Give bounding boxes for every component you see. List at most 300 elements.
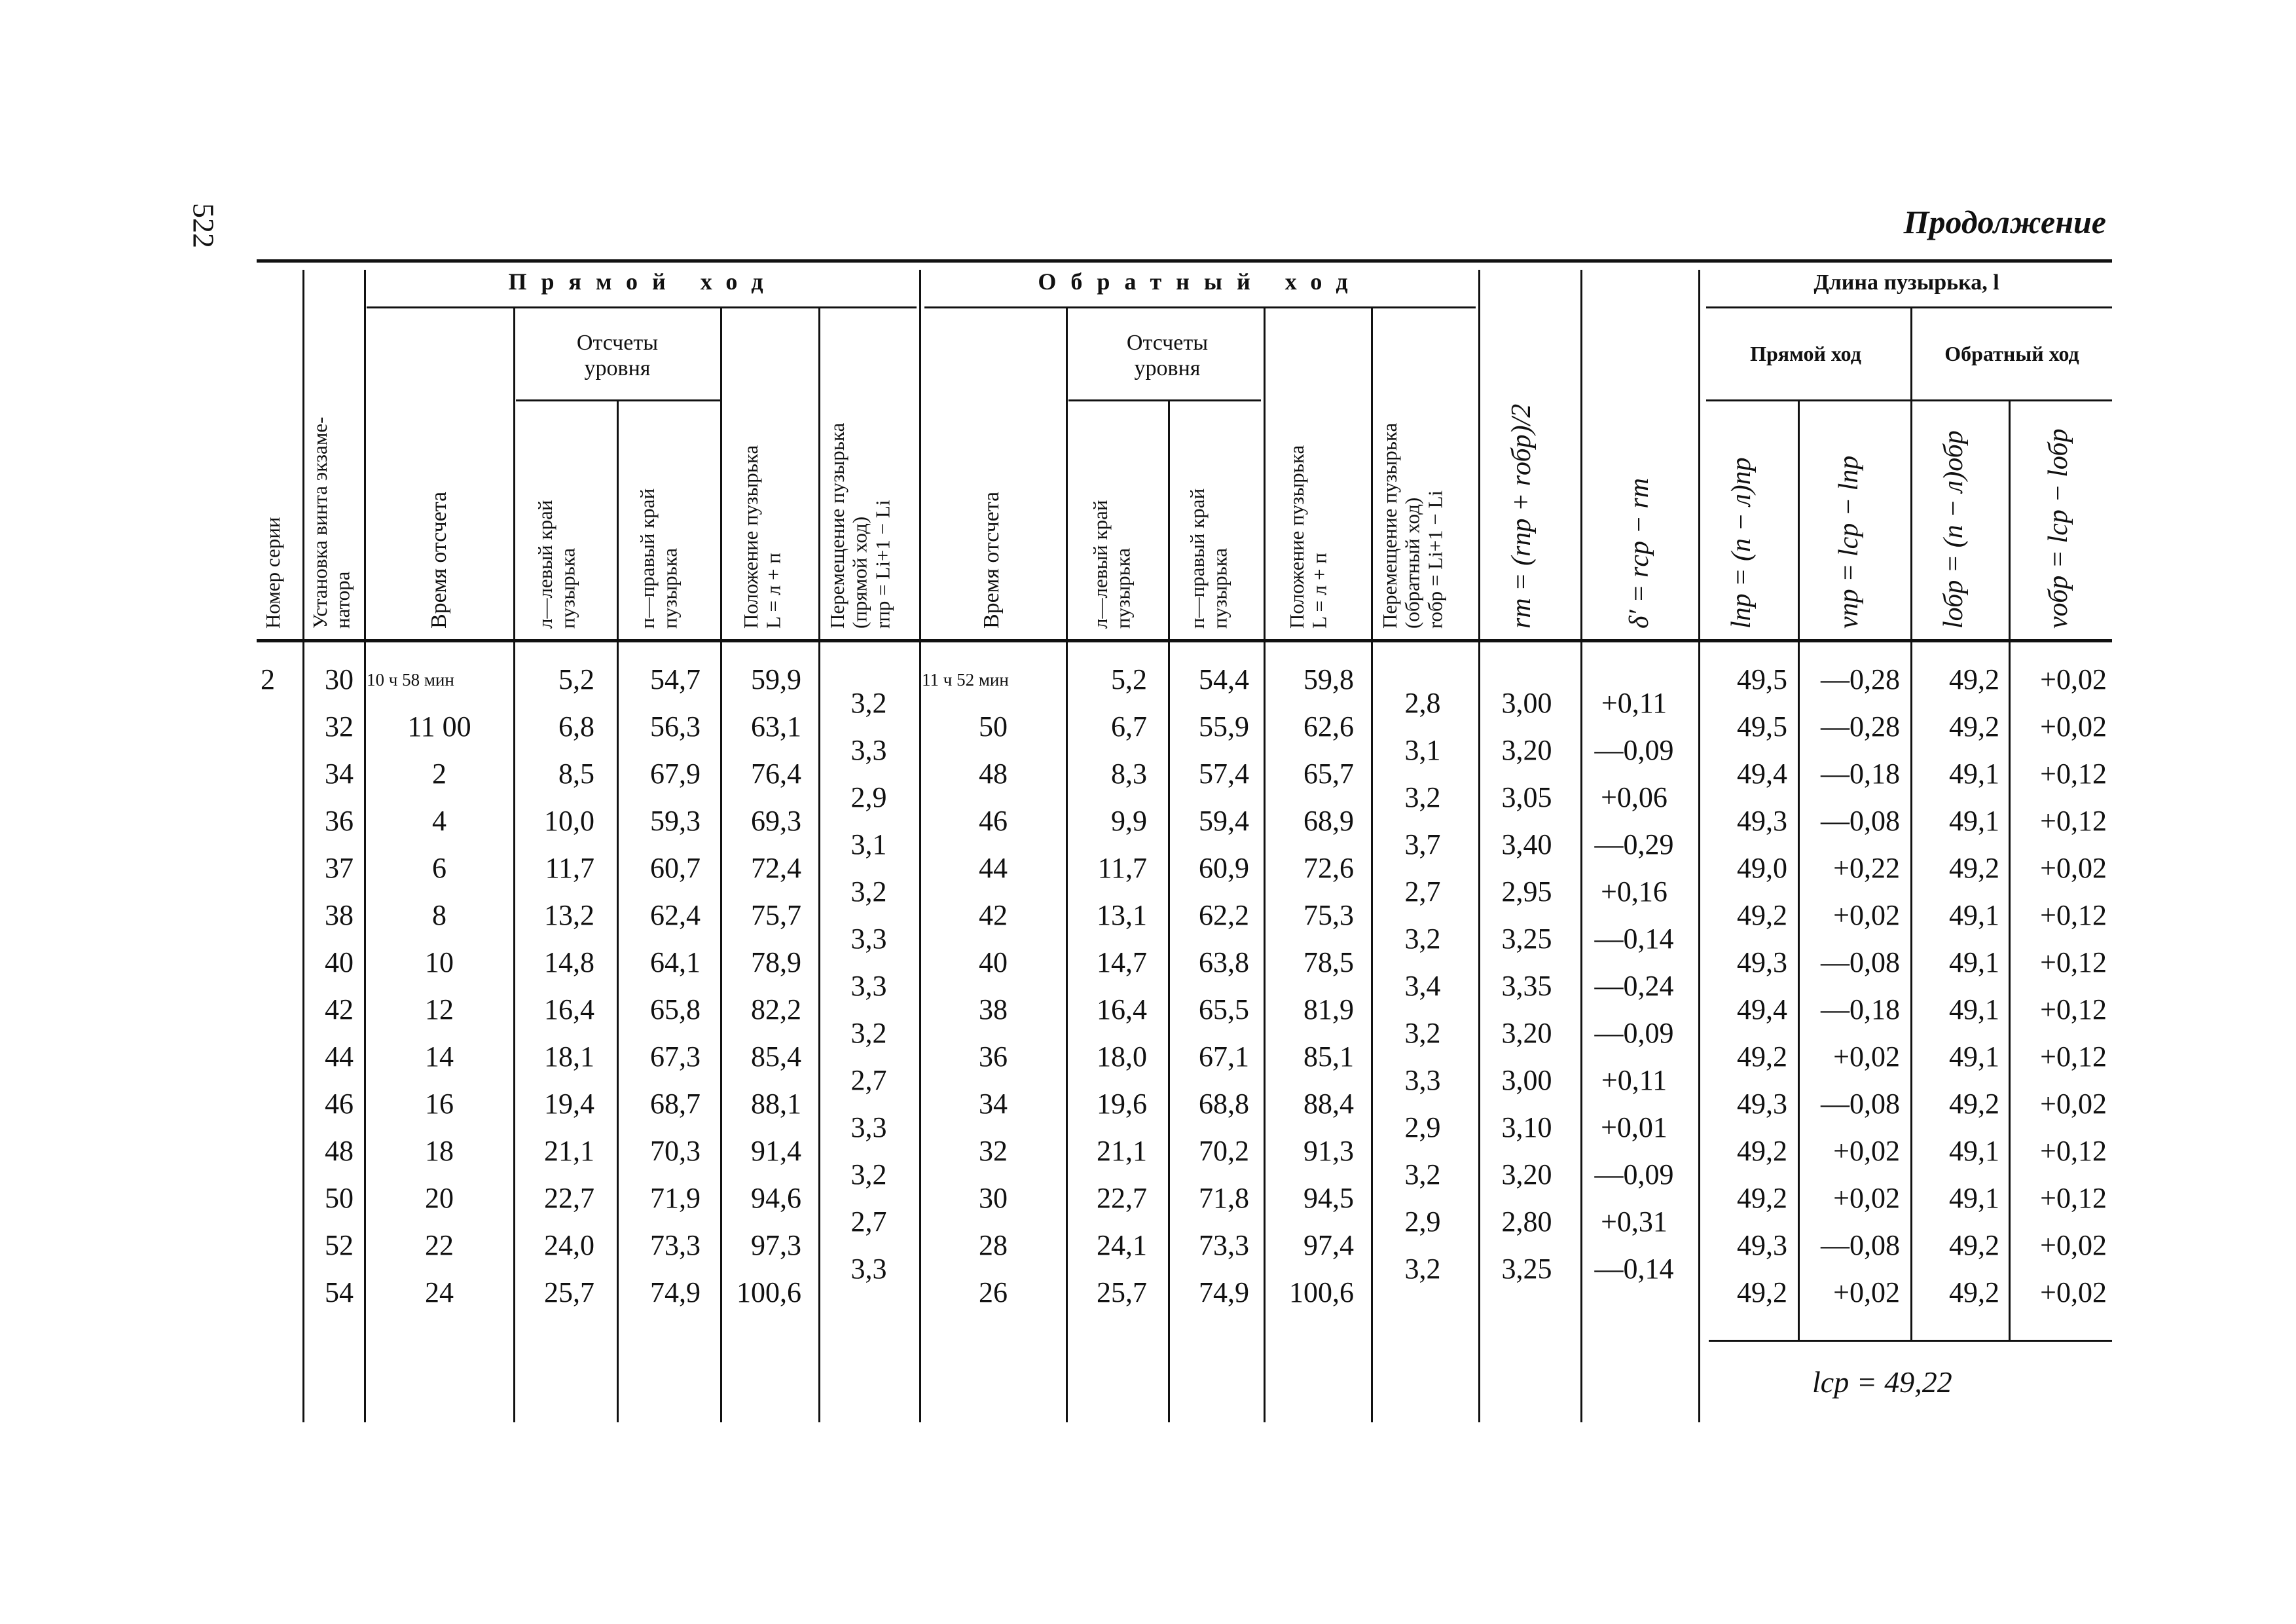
table-cell: 8,5 bbox=[558, 758, 594, 790]
vrule bbox=[1264, 308, 1266, 1422]
table-cell: 3,00 bbox=[1501, 1064, 1552, 1096]
table-cell: 72,4 bbox=[751, 852, 801, 884]
table-cell: —0,08 bbox=[1821, 1088, 1900, 1120]
table-cell: 3,2 bbox=[1404, 1253, 1441, 1285]
table-cell: +0,11 bbox=[1601, 1064, 1667, 1096]
table-cell: 88,1 bbox=[751, 1088, 801, 1120]
table-cell: —0,09 bbox=[1594, 1158, 1674, 1190]
vrule bbox=[1168, 401, 1170, 1422]
table-cell: +0,01 bbox=[1601, 1111, 1667, 1143]
table-cell: 18,1 bbox=[544, 1041, 594, 1073]
table-cell: 4 bbox=[432, 805, 446, 837]
table-cell: —0,08 bbox=[1821, 805, 1900, 837]
table-cell: 59,3 bbox=[650, 805, 701, 837]
table-cell: —0,29 bbox=[1594, 828, 1674, 860]
table-cell: 49,5 bbox=[1737, 710, 1787, 743]
table-cell: 64,1 bbox=[650, 946, 701, 978]
col-screw: Установка винта экзаме- натора bbox=[308, 416, 354, 629]
col-left-rev-values bbox=[1068, 656, 1147, 1316]
table-cell: 3,2 bbox=[1404, 781, 1441, 813]
table-cell: —0,14 bbox=[1594, 1253, 1674, 1285]
table-cell: 3,10 bbox=[1501, 1111, 1552, 1143]
group-rule-forward bbox=[367, 306, 917, 308]
table-cell: 3,20 bbox=[1501, 1158, 1552, 1190]
table-cell: 6 bbox=[432, 852, 446, 884]
table-cell: +0,12 bbox=[2040, 758, 2107, 790]
col-right-fwd-values bbox=[619, 656, 701, 1316]
table-cell: 6,8 bbox=[558, 710, 594, 743]
table-cell: 11 ч 52 мин bbox=[922, 670, 1009, 690]
table-cell: 13,1 bbox=[1097, 899, 1147, 931]
table-cell: 26 bbox=[979, 1276, 1008, 1308]
table-cell: 14,8 bbox=[544, 946, 594, 978]
table-cell: +0,02 bbox=[1833, 1276, 1900, 1308]
group-reverse: Обратный ход bbox=[1038, 268, 1362, 295]
table-cell: 72,6 bbox=[1303, 852, 1354, 884]
table-cell: 25,7 bbox=[1097, 1276, 1147, 1308]
table-cell: 42 bbox=[325, 993, 354, 1025]
table-cell: +0,22 bbox=[1833, 852, 1900, 884]
table-cell: 3,25 bbox=[1501, 1253, 1552, 1285]
col-lobr: lобр = (п − л)обр bbox=[1939, 430, 1969, 629]
group-forward: Прямой ход bbox=[508, 268, 778, 295]
vrule bbox=[919, 270, 921, 1422]
table-cell: 100,6 bbox=[1289, 1276, 1354, 1308]
table-cell: 44 bbox=[979, 852, 1008, 884]
col-time-fwd: Время отсчета bbox=[427, 491, 451, 629]
table-cell: 46 bbox=[325, 1088, 354, 1120]
table-cell: 46 bbox=[979, 805, 1008, 837]
table-cell: 3,3 bbox=[1404, 1064, 1441, 1096]
table-cell: +0,02 bbox=[2040, 710, 2107, 743]
table-cell: 10 bbox=[425, 946, 454, 978]
table-cell: 2,9 bbox=[1404, 1206, 1441, 1238]
table-cell: —0,18 bbox=[1821, 993, 1900, 1025]
table-cell: 36 bbox=[979, 1041, 1008, 1073]
col-lobr-values bbox=[1913, 656, 1999, 1316]
table-cell: 62,6 bbox=[1303, 710, 1354, 743]
table-cell: 40 bbox=[325, 946, 354, 978]
table-cell: 3,3 bbox=[850, 1111, 887, 1143]
col-time-rev: Время отсчета bbox=[979, 491, 1004, 629]
table-cell: 49,2 bbox=[1737, 899, 1787, 931]
col-right-fwd: п—правый край пузырька bbox=[636, 488, 682, 629]
table-cell: 65,5 bbox=[1199, 993, 1249, 1025]
table-cell: 49,2 bbox=[1949, 1088, 1999, 1120]
table-cell: 49,2 bbox=[1737, 1135, 1787, 1167]
table-cell: 76,4 bbox=[751, 758, 801, 790]
vrule bbox=[302, 270, 304, 1422]
table-cell: 2,7 bbox=[1404, 876, 1441, 908]
table-cell: +0,31 bbox=[1601, 1206, 1667, 1238]
table-cell: +0,02 bbox=[1833, 899, 1900, 931]
table-cell: —0,18 bbox=[1821, 758, 1900, 790]
col-pos-rev: Положение пузырька L = л + п bbox=[1285, 445, 1331, 629]
table-cell: 3,1 bbox=[850, 828, 887, 860]
table-cell: 50 bbox=[979, 710, 1008, 743]
table-cell: 2 bbox=[432, 758, 446, 790]
col-move-fwd: Перемещение пузырька (прямой ход) rпр = Li+1 − Li bbox=[826, 422, 894, 629]
table-cell: 21,1 bbox=[1097, 1135, 1147, 1167]
col-lpr: lпр = (п − л)пр bbox=[1726, 457, 1757, 629]
vrule bbox=[364, 270, 366, 1422]
table-cell: 13,2 bbox=[544, 899, 594, 931]
table-cell: 88,4 bbox=[1303, 1088, 1354, 1120]
table-cell: 3,3 bbox=[850, 734, 887, 766]
table-cell: +0,12 bbox=[2040, 805, 2107, 837]
table-cell: 68,8 bbox=[1199, 1088, 1249, 1120]
table-cell: 25,7 bbox=[544, 1276, 594, 1308]
table-cell: 49,2 bbox=[1737, 1276, 1787, 1308]
col-left-fwd: л—левый край пузырька bbox=[534, 500, 579, 629]
table-cell: 67,9 bbox=[650, 758, 701, 790]
table-cell: 48 bbox=[325, 1135, 354, 1167]
table-cell: 70,3 bbox=[650, 1135, 701, 1167]
table-cell: 68,7 bbox=[650, 1088, 701, 1120]
table-cell: 54,4 bbox=[1199, 663, 1249, 695]
table-cell: 73,3 bbox=[650, 1229, 701, 1261]
table-cell: 82,2 bbox=[751, 993, 801, 1025]
table-cell: 42 bbox=[979, 899, 1008, 931]
table-cell: +0,12 bbox=[2040, 993, 2107, 1025]
col-move-rev-values bbox=[1374, 680, 1472, 1293]
table-cell: 2,8 bbox=[1404, 687, 1441, 719]
table-cell: 8 bbox=[432, 899, 446, 931]
table-cell: 34 bbox=[325, 758, 354, 790]
table-cell: 97,3 bbox=[751, 1229, 801, 1261]
table-cell: 11,7 bbox=[545, 852, 594, 884]
table-cell: +0,12 bbox=[2040, 1135, 2107, 1167]
table-cell: +0,02 bbox=[1833, 1041, 1900, 1073]
col-rm: rm = (rпр + rобр)/2 bbox=[1506, 403, 1537, 629]
table-cell: 54,7 bbox=[650, 663, 701, 695]
table-cell: 20 bbox=[425, 1182, 454, 1214]
table-cell: +0,02 bbox=[2040, 1229, 2107, 1261]
table-top-rule bbox=[257, 259, 2112, 263]
table-cell: 3,2 bbox=[850, 1017, 887, 1049]
col-time-rev-values bbox=[922, 656, 1065, 1316]
table-cell: —0,09 bbox=[1594, 734, 1674, 766]
table-cell: 67,1 bbox=[1199, 1041, 1249, 1073]
table-cell: 49,3 bbox=[1737, 1229, 1787, 1261]
table-cell: 5,2 bbox=[558, 663, 594, 695]
table-cell: 63,8 bbox=[1199, 946, 1249, 978]
table-cell: —0,28 bbox=[1821, 663, 1900, 695]
table-cell: 3,2 bbox=[850, 687, 887, 719]
table-cell: 49,3 bbox=[1737, 946, 1787, 978]
table-cell: +0,11 bbox=[1601, 687, 1667, 719]
table-cell: 49,2 bbox=[1737, 1041, 1787, 1073]
col-screw-values bbox=[305, 656, 354, 1316]
col-vpr: vпр = lср − lпр bbox=[1834, 455, 1864, 629]
series-number: 2 bbox=[261, 663, 275, 695]
table-cell: 3,1 bbox=[1404, 734, 1441, 766]
table-cell: 3,05 bbox=[1501, 781, 1552, 813]
table-cell: 2,7 bbox=[850, 1064, 887, 1096]
table-cell: 75,7 bbox=[751, 899, 801, 931]
table-cell: 65,7 bbox=[1303, 758, 1354, 790]
table-cell: 3,3 bbox=[850, 1253, 887, 1285]
vrule bbox=[1371, 308, 1373, 1422]
table-cell: —0,09 bbox=[1594, 1017, 1674, 1049]
table-cell: 97,4 bbox=[1303, 1229, 1354, 1261]
table-cell: 59,8 bbox=[1303, 663, 1354, 695]
table-cell: 65,8 bbox=[650, 993, 701, 1025]
table-cell: 62,2 bbox=[1199, 899, 1249, 931]
vrule bbox=[1798, 401, 1800, 1341]
table-cell: 71,9 bbox=[650, 1182, 701, 1214]
table-cell: 49,2 bbox=[1949, 710, 1999, 743]
table-cell: 38 bbox=[979, 993, 1008, 1025]
table-cell: 91,3 bbox=[1303, 1135, 1354, 1167]
table-cell: 36 bbox=[325, 805, 354, 837]
col-move-fwd-values bbox=[821, 680, 917, 1293]
table-cell: 50 bbox=[325, 1182, 354, 1214]
table-cell: 49,1 bbox=[1949, 1135, 1999, 1167]
table-cell: 16,4 bbox=[1097, 993, 1147, 1025]
table-cell: 32 bbox=[979, 1135, 1008, 1167]
table-cell: 6,7 bbox=[1111, 710, 1147, 743]
table-cell: 49,1 bbox=[1949, 993, 1999, 1025]
vrule bbox=[1910, 308, 1912, 1341]
table-cell: 49,2 bbox=[1949, 852, 1999, 884]
table-cell: 3,4 bbox=[1404, 970, 1441, 1002]
table-cell: 49,2 bbox=[1949, 663, 1999, 695]
table-cell: —0,24 bbox=[1594, 970, 1674, 1002]
table-cell: 75,3 bbox=[1303, 899, 1354, 931]
table-cell: 14 bbox=[425, 1041, 454, 1073]
table-cell: 2,80 bbox=[1501, 1206, 1552, 1238]
table-cell: 49,0 bbox=[1737, 852, 1787, 884]
table-cell: 30 bbox=[325, 663, 354, 695]
table-cell: 3,3 bbox=[850, 923, 887, 955]
col-right-rev: п—правый край пузырька bbox=[1186, 488, 1231, 629]
table-cell: 24 bbox=[425, 1276, 454, 1308]
table-cell: 19,6 bbox=[1097, 1088, 1147, 1120]
table-cell: 24,1 bbox=[1097, 1229, 1147, 1261]
table-cell: 48 bbox=[979, 758, 1008, 790]
col-delta-values bbox=[1583, 680, 1685, 1293]
table-cell: 49,5 bbox=[1737, 663, 1787, 695]
table-cell: +0,16 bbox=[1601, 876, 1667, 908]
table-cell: —0,14 bbox=[1594, 923, 1674, 955]
table-cell: 40 bbox=[979, 946, 1008, 978]
table-cell: 49,2 bbox=[1949, 1229, 1999, 1261]
table-cell: 49,4 bbox=[1737, 758, 1787, 790]
table-cell: 11,7 bbox=[1097, 852, 1147, 884]
table-cell: 52 bbox=[325, 1229, 354, 1261]
table-cell: 55,9 bbox=[1199, 710, 1249, 743]
col-left-fwd-values bbox=[516, 656, 594, 1316]
table-cell: +0,02 bbox=[1833, 1182, 1900, 1214]
table-cell: 18,0 bbox=[1097, 1041, 1147, 1073]
table-cell: 3,2 bbox=[1404, 1158, 1441, 1190]
table-cell: +0,12 bbox=[2040, 1182, 2107, 1214]
table-cell: 12 bbox=[425, 993, 454, 1025]
table-cell: 22,7 bbox=[1097, 1182, 1147, 1214]
col-move-rev: Перемещение пузырька (обратный ход) rобр = Li+1 − Li bbox=[1378, 422, 1447, 629]
table-cell: +0,06 bbox=[1601, 781, 1667, 813]
mean-bubble-length: lср = 49,22 bbox=[1812, 1365, 1952, 1399]
table-cell: 3,25 bbox=[1501, 923, 1552, 955]
table-cell: 2,9 bbox=[850, 781, 887, 813]
table-cell: 94,6 bbox=[751, 1182, 801, 1214]
table-cell: 3,00 bbox=[1501, 687, 1552, 719]
table-cell: 49,1 bbox=[1949, 758, 1999, 790]
table-cell: 3,40 bbox=[1501, 828, 1552, 860]
col-series: Номер серии bbox=[261, 517, 284, 629]
page-number: 522 bbox=[187, 203, 221, 248]
table-cell: 16,4 bbox=[544, 993, 594, 1025]
table-cell: 24,0 bbox=[544, 1229, 594, 1261]
table-cell: 3,35 bbox=[1501, 970, 1552, 1002]
group-bubble-forward: Прямой ход bbox=[1750, 342, 1861, 365]
vrule bbox=[1066, 308, 1068, 1422]
vrule bbox=[2009, 401, 2011, 1341]
table-cell: 28 bbox=[979, 1229, 1008, 1261]
table-cell: 30 bbox=[979, 1182, 1008, 1214]
vrule bbox=[1580, 270, 1582, 1422]
table-cell: —0,08 bbox=[1821, 946, 1900, 978]
table-cell: 2,7 bbox=[850, 1206, 887, 1238]
table-cell: 49,1 bbox=[1949, 899, 1999, 931]
group-rule-length bbox=[1706, 306, 2112, 308]
table-cell: 38 bbox=[325, 899, 354, 931]
table-cell: 3,3 bbox=[850, 970, 887, 1002]
table-cell: 9,9 bbox=[1111, 805, 1147, 837]
table-cell: 49,1 bbox=[1949, 1041, 1999, 1073]
table-cell: 94,5 bbox=[1303, 1182, 1354, 1214]
col-pos-rev-values bbox=[1266, 656, 1354, 1316]
col-delta: δ′ = rср − rm bbox=[1624, 477, 1654, 629]
table-cell: —0,28 bbox=[1821, 710, 1900, 743]
table-cell: 91,4 bbox=[751, 1135, 801, 1167]
table-cell: 74,9 bbox=[1199, 1276, 1249, 1308]
table-cell: 49,1 bbox=[1949, 1182, 1999, 1214]
table-cell: +0,12 bbox=[2040, 946, 2107, 978]
table-cell: 5,2 bbox=[1111, 663, 1147, 695]
col-rm-values bbox=[1481, 680, 1573, 1293]
table-cell: +0,02 bbox=[2040, 1276, 2107, 1308]
table-cell: 56,3 bbox=[650, 710, 701, 743]
table-cell: 60,7 bbox=[650, 852, 701, 884]
table-cell: 3,2 bbox=[850, 876, 887, 908]
sub-rule-rev bbox=[1068, 399, 1261, 401]
table-cell: 22 bbox=[425, 1229, 454, 1261]
table-cell: 49,1 bbox=[1949, 946, 1999, 978]
table-cell: 49,4 bbox=[1737, 993, 1787, 1025]
table-cell: 49,3 bbox=[1737, 805, 1787, 837]
group-bubble-length: Длина пузырька, l bbox=[1813, 270, 1999, 295]
vrule bbox=[617, 401, 619, 1422]
table-cell: 10 ч 58 мин bbox=[367, 670, 454, 690]
table-cell: 67,3 bbox=[650, 1041, 701, 1073]
table-cell: 59,9 bbox=[751, 663, 801, 695]
continuation-label: Продолжение bbox=[1903, 204, 2106, 240]
group-rule-reverse bbox=[924, 306, 1476, 308]
table-cell: 59,4 bbox=[1199, 805, 1249, 837]
col-vobr-values bbox=[2011, 656, 2107, 1316]
table-cell: 16 bbox=[425, 1088, 454, 1120]
table-cell: 62,4 bbox=[650, 899, 701, 931]
table-cell: 78,9 bbox=[751, 946, 801, 978]
table-cell: 11 00 bbox=[407, 710, 471, 743]
table-cell: 49,3 bbox=[1737, 1088, 1787, 1120]
table-cell: +0,12 bbox=[2040, 1041, 2107, 1073]
table-cell: 100,6 bbox=[737, 1276, 801, 1308]
table-cell: 8,3 bbox=[1111, 758, 1147, 790]
table-cell: 18 bbox=[425, 1135, 454, 1167]
table-cell: +0,02 bbox=[2040, 663, 2107, 695]
table-cell: 85,4 bbox=[751, 1041, 801, 1073]
vrule bbox=[1698, 270, 1700, 1422]
sub-rule-length bbox=[1706, 399, 2112, 401]
col-left-rev: л—левый край пузырька bbox=[1089, 500, 1135, 629]
col-pos-fwd-values bbox=[723, 656, 801, 1316]
table-cell: 22,7 bbox=[544, 1182, 594, 1214]
table-cell: 3,2 bbox=[1404, 923, 1441, 955]
table-cell: 14,7 bbox=[1097, 946, 1147, 978]
table-cell: 2,95 bbox=[1501, 876, 1552, 908]
table-cell: 3,2 bbox=[1404, 1017, 1441, 1049]
table-cell: 21,1 bbox=[544, 1135, 594, 1167]
group-level-rev: Отсчеты уровня bbox=[1126, 331, 1209, 381]
table-cell: 73,3 bbox=[1199, 1229, 1249, 1261]
table-cell: 74,9 bbox=[650, 1276, 701, 1308]
table-cell: 63,1 bbox=[751, 710, 801, 743]
vrule bbox=[513, 308, 515, 1422]
table-cell: 2,9 bbox=[1404, 1111, 1441, 1143]
table-cell: 3,2 bbox=[850, 1158, 887, 1190]
table-cell: 60,9 bbox=[1199, 852, 1249, 884]
table-cell: +0,02 bbox=[2040, 852, 2107, 884]
table-cell: 71,8 bbox=[1199, 1182, 1249, 1214]
table-cell: 78,5 bbox=[1303, 946, 1354, 978]
table-cell: —0,08 bbox=[1821, 1229, 1900, 1261]
table-cell: 49,2 bbox=[1737, 1182, 1787, 1214]
col-lpr-values bbox=[1701, 656, 1787, 1316]
table-cell: 37 bbox=[325, 852, 354, 884]
table-cell: 10,0 bbox=[544, 805, 594, 837]
vrule bbox=[818, 308, 820, 1422]
vrule bbox=[720, 308, 722, 1422]
col-vobr: vобр = lср − lобр bbox=[2043, 428, 2073, 629]
group-bubble-reverse: Обратный ход bbox=[1944, 342, 2079, 365]
table-cell: 3,7 bbox=[1404, 828, 1441, 860]
col-time-fwd-values bbox=[367, 656, 512, 1316]
table-cell: 3,20 bbox=[1501, 734, 1552, 766]
table-cell: 44 bbox=[325, 1041, 354, 1073]
table-cell: 68,9 bbox=[1303, 805, 1354, 837]
table-cell: +0,12 bbox=[2040, 899, 2107, 931]
col-pos-fwd: Положение пузырька L = л + п bbox=[739, 445, 785, 629]
table-cell: 32 bbox=[325, 710, 354, 743]
table-cell: 85,1 bbox=[1303, 1041, 1354, 1073]
table-cell: 49,2 bbox=[1949, 1276, 1999, 1308]
table-cell: +0,02 bbox=[1833, 1135, 1900, 1167]
group-level-fwd: Отсчеты уровня bbox=[576, 331, 659, 381]
vrule bbox=[1478, 270, 1480, 1422]
table-cell: 19,4 bbox=[544, 1088, 594, 1120]
table-cell: +0,02 bbox=[2040, 1088, 2107, 1120]
table-cell: 54 bbox=[325, 1276, 354, 1308]
table-cell: 34 bbox=[979, 1088, 1008, 1120]
col-vpr-values bbox=[1800, 656, 1900, 1316]
table-cell: 69,3 bbox=[751, 805, 801, 837]
table-cell: 70,2 bbox=[1199, 1135, 1249, 1167]
header-bottom-rule bbox=[257, 639, 2112, 642]
table-cell: 81,9 bbox=[1303, 993, 1354, 1025]
